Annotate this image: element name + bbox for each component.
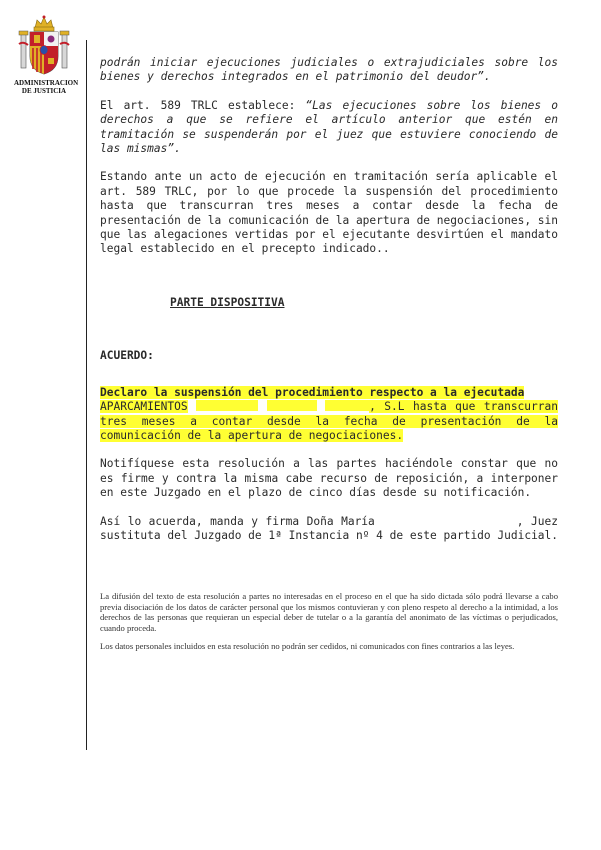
redacted-name <box>196 400 258 411</box>
article-quote: “Las ejecuciones sobre los bienes o derechos a que se refiere el artículo anterior que estén en tramitación se suspenderán por el juez que estuviere conociendo de las mismas”. <box>100 98 558 156</box>
decree-rest: tres meses a contar desde la fecha de presentación de la comunicación de la apertura de negociaciones. <box>100 414 558 442</box>
notification-paragraph: Notifíquese esta resolución a las partes haciéndole constar que no es firme y contra la misma cabe recurso de reposición, a interponer en este Juzgado en el plazo de cinco días desde su notificación. <box>100 457 558 500</box>
company-name-a: APARCAMIENTOS <box>100 400 188 414</box>
signoff-paragraph: Así lo acuerda, manda y firma Doña María , Juez sustituta del Juzgado de 1ª Instancia nº 4 de este partido Judicial. <box>100 514 559 542</box>
redacted-name <box>325 400 369 411</box>
company-name-b: , S.L hasta que transcurran <box>369 400 558 414</box>
crown-shield-icon <box>18 14 70 78</box>
privacy-notice-1: La difusión del texto de esta resolución a partes no interesadas en el proceso en el que ha sido dictada sólo podrá llevarse a cabo previa disociación de los datos de carácter personal que los mismos contuvieran y con pleno respeto al derecho a la intimidad, a los derechos de las personas que requieran un especial deber de tutelar o a la garantía del anonimato de las víctimas o perjudicados, cuando proceda. <box>100 591 558 633</box>
privacy-notice-2: Los datos personales incluidos en esta resolución no podrán ser cedidos, ni comunicados con fines contrarios a las leyes. <box>100 641 515 652</box>
coat-of-arms-logo <box>14 14 79 95</box>
margin-rule <box>86 40 87 750</box>
acuerdo-label: ACUERDO: <box>100 349 154 363</box>
crest-label: ADMINISTRACION DE JUSTICIA <box>14 79 79 95</box>
paragraph-quote-continuation: podrán iniciar ejecuciones judiciales o extrajudiciales sobre los bienes y derechos integrados en el patrimonio del deudor”. <box>100 56 558 84</box>
decree-line: Declaro la suspensión del procedimiento respecto a la ejecutada <box>100 385 525 399</box>
section-title: PARTE DISPOSITIVA <box>170 295 285 309</box>
paragraph-article-589: El art. 589 TRLC establece: “Las ejecuciones sobre los bienes o derechos a que se refiere el artículo anterior que estén en tramitación se suspenderán por el juez que estuviere conociendo de las mismas”. <box>100 98 558 156</box>
paragraph-reasoning: Estando ante un acto de ejecución en tramitación sería aplicable el art. 589 TRLC, por lo que procede la suspensión del procedimiento hasta que transcurran tres meses a contar desde la fecha de presentación de la comunicación de la apertura de negociaciones, sin que las alegaciones vertidas por el ejecutante desvirtúen el mandato legal establecido en el precepto indicado.. <box>100 170 559 256</box>
decree-paragraph <box>100 386 558 444</box>
privacy-notice <box>100 591 558 652</box>
document-body <box>100 56 558 543</box>
redacted-name <box>267 400 317 411</box>
